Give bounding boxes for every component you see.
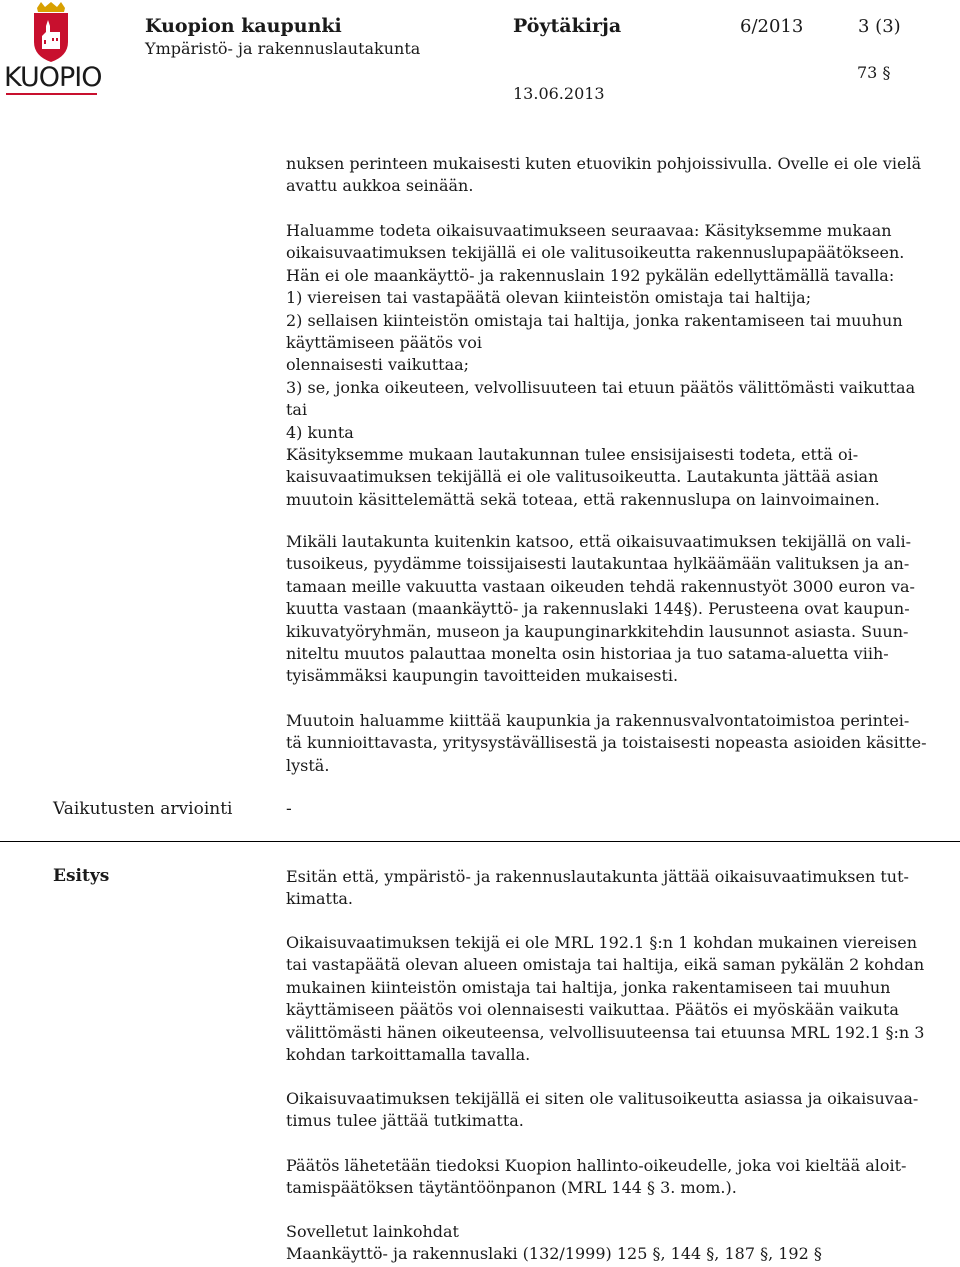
proposal-paragraph-1: Esitän että, ympäristö- ja rakennuslautakunta jättää oikaisuvaatimuksen tut- kimatta. — [286, 867, 909, 909]
paragraph-3: Mikäli lautakunta kuitenkin katsoo, että oikaisuvaatimuksen tekijällä on vali- tusoikeus, pyydämme toissijaisesti lautakuntaa hylkäämään valituksen ja an- tamaan meille vakuutta vastaan oikeuden tehdä rakennustyöt 3000 euron va- kuutta vastaan (maankäyttö- ja rakennuslaki 144§). Perusteena ovat kaupun- kikuvatyöryhmän, museon ja kaupunginarkkitehdin lausunnot asiasta. Suun- niteltu muutos palauttaa monelta osin historiaa ja tuo satama-aluetta viih- tyisämmäksi kaupungin tavoitteiden mukaisesti. — [286, 532, 915, 686]
impact-value: - — [286, 799, 292, 819]
meeting-date: 13.06.2013 — [513, 84, 605, 103]
impact-label: Vaikutusten arviointi — [53, 799, 233, 819]
document-number: 6/2013 — [740, 16, 804, 37]
paragraph-2: Haluamme todeta oikaisuvaatimukseen seuraavaa: Käsityksemme mukaan oikaisuvaatimuksen tekijällä ei ole valitusoikeutta rakennuslupapäätökseen. Hän ei ole maankäyttö- ja rakennuslain 192 pykälän edellyttämällä tavalla: 1) viereisen tai vastapäätä olevan kiinteistön omistaja tai haltija; 2) sellaisen kiinteistön omistaja tai haltija, jonka rakentamiseen tai muuhun käyttämiseen päätös voi olennaisesti vaikuttaa; 3) se, jonka oikeuteen, velvollisuuteen tai etuun päätös välittömästi vaikuttaa tai 4) kunta Käsityksemme mukaan lautakunnan tulee ensisijaisesti todeta, että oi- kaisuvaatimuksen tekijällä ei ole valitusoikeutta. Lautakunta jättää asian muutoin käsittelemättä sekä toteaa, että rakennuslupa on lainvoimainen. — [286, 221, 916, 509]
applied-laws: Sovelletut lainkohdat Maankäyttö- ja rakennuslaki (132/1999) 125 §, 144 §, 187 §, 192 § — [286, 1222, 822, 1264]
org-name: Kuopion kaupunki — [145, 15, 342, 37]
section-divider — [0, 841, 960, 842]
kuopio-logo — [4, 2, 102, 96]
section-number: 73 § — [857, 63, 891, 82]
department-name: Ympäristö- ja rakennuslautakunta — [145, 39, 421, 58]
page-number: 3 (3) — [858, 16, 901, 37]
proposal-paragraph-3: Oikaisuvaatimuksen tekijällä ei siten ole valitusoikeutta asiassa ja oikaisuvaa- timus tulee jättää tutkimatta. — [286, 1089, 919, 1131]
proposal-label: Esitys — [53, 866, 110, 886]
logo-underline — [6, 93, 97, 95]
proposal-paragraph-2: Oikaisuvaatimuksen tekijä ei ole MRL 192.1 §:n 1 kohdan mukainen viereisen tai vastapäätä olevan alueen omistaja tai haltija, eikä saman pykälän 2 kohdan mukainen kiinteistön omistaja tai haltija, jonka rakentamiseen tai muuhun käyttämiseen päätös voi olennaisesti vaikuttaa. Päätös ei myöskään vaikuta välittömästi hänen oikeuteensa, velvollisuuteensa tai etuunsa MRL 192.1 §:n 3 kohdan tarkoittamalla tavalla. — [286, 933, 925, 1065]
document-type: Pöytäkirja — [513, 15, 622, 37]
paragraph-1: nuksen perinteen mukaisesti kuten etuovikin pohjoissivulla. Ovelle ei ole vielä avattu aukkoa seinään. — [286, 154, 922, 196]
proposal-paragraph-4: Päätös lähetetään tiedoksi Kuopion hallinto-oikeudelle, joka voi kieltää aloit- tamispäätöksen täytäntöönpanon (MRL 144 § 3. mom.). — [286, 1156, 907, 1198]
paragraph-4: Muutoin haluamme kiittää kaupunkia ja rakennusvalvontatoimistoa perintei- tä kunnioittavasta, yritysystävällisestä ja toistaisesti nopeasta asioiden käsitte- lystä. — [286, 711, 927, 775]
logo-text: KUOPIO — [4, 62, 102, 93]
